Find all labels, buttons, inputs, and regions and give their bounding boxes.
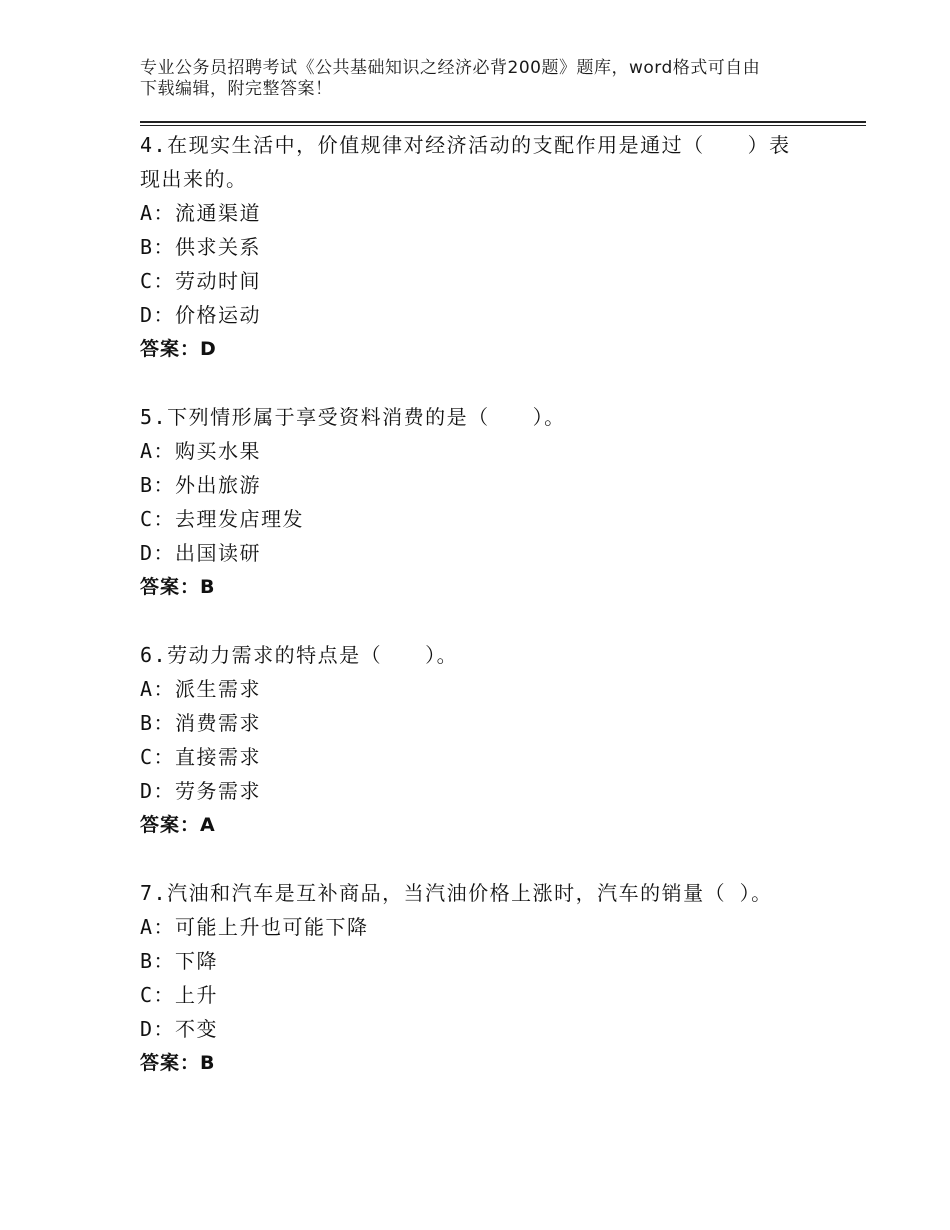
header-line-2: 下载编辑，附完整答案！ <box>140 79 333 99</box>
question-5 <box>140 400 840 604</box>
option-d: D：不变 <box>140 1017 219 1041</box>
option-d: D：出国读研 <box>140 541 262 565</box>
question-stem-line-2: 现出来的。 <box>140 167 248 191</box>
option-a: A：购买水果 <box>140 439 262 463</box>
option-c: C：直接需求 <box>140 745 262 769</box>
option-c: C：上升 <box>140 983 219 1007</box>
option-a: A：可能上升也可能下降 <box>140 915 369 939</box>
option-c: C：劳动时间 <box>140 269 262 293</box>
question-6 <box>140 638 840 842</box>
option-a: A：派生需求 <box>140 677 262 701</box>
question-stem-line-1: 6.劳动力需求的特点是（ ）。 <box>140 643 459 667</box>
answer-label: 答案：B <box>140 1052 216 1074</box>
answer-label: 答案：D <box>140 338 217 360</box>
question-list <box>140 128 840 1114</box>
question-stem-line-1: 5.下列情形属于享受资料消费的是（ ）。 <box>140 405 566 429</box>
question-stem-line-1: 7.汽油和汽车是互补商品，当汽油价格上涨时，汽车的销量（ ）。 <box>140 881 773 905</box>
header-line-1: 专业公务员招聘考试《公共基础知识之经济必背200题》题库，word格式可自由 <box>140 58 761 78</box>
header-rule-thin <box>140 125 866 126</box>
question-7 <box>140 876 840 1080</box>
option-b: B：下降 <box>140 949 219 973</box>
option-d: D：劳务需求 <box>140 779 262 803</box>
page-header <box>140 58 820 100</box>
option-b: B：供求关系 <box>140 235 262 259</box>
answer-label: 答案：B <box>140 576 216 598</box>
question-4 <box>140 128 840 366</box>
answer-label: 答案：A <box>140 814 216 836</box>
header-rule-thick <box>140 121 866 123</box>
option-b: B：消费需求 <box>140 711 262 735</box>
question-stem-line-1: 4.在现实生活中，价值规律对经济活动的支配作用是通过（ ）表 <box>140 133 791 157</box>
option-a: A：流通渠道 <box>140 201 262 225</box>
option-d: D：价格运动 <box>140 303 262 327</box>
option-c: C：去理发店理发 <box>140 507 305 531</box>
option-b: B：外出旅游 <box>140 473 262 497</box>
